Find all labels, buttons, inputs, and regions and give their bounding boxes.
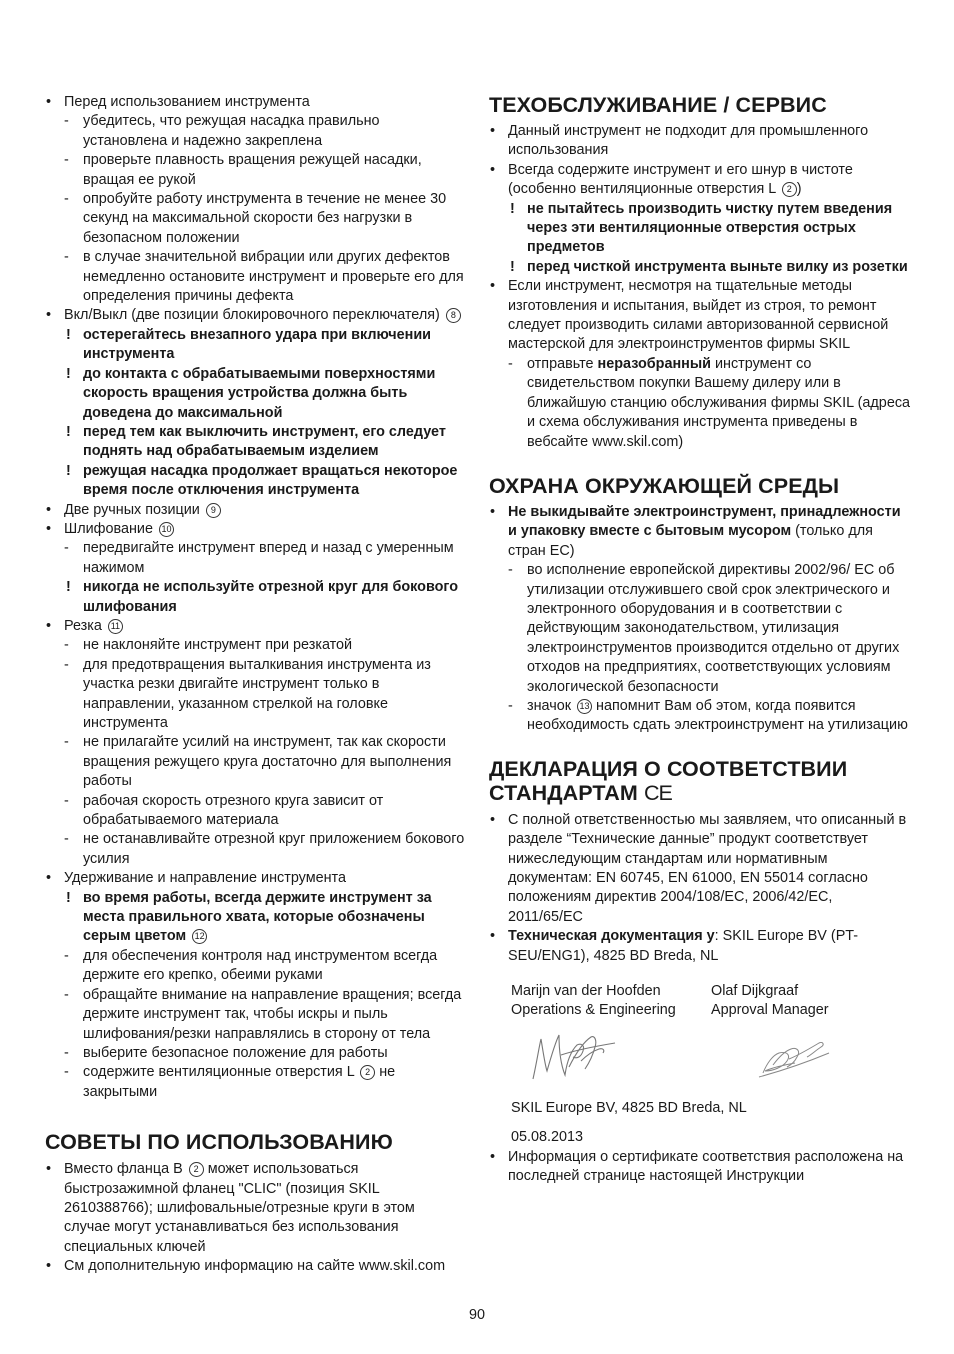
bold-text: Техническая документация у bbox=[508, 928, 715, 945]
tips-list bbox=[45, 1160, 465, 1276]
warning-text: не пытайтесь производить чистку путем введения через эти вентиляционные отверстия острых предметов bbox=[527, 200, 893, 256]
bullet-text: : SKIL Europe BV (PT-SEU/ENG1), 4825 BD Breda, NL bbox=[508, 928, 859, 964]
warning-text: во время работы, всегда держите инструмент за места правильного хвата, которые обозначены серым цветом bbox=[83, 889, 432, 945]
list-item bbox=[45, 617, 465, 636]
bold-text: неразобранный bbox=[597, 355, 711, 372]
reference-number: 13 bbox=[577, 699, 592, 714]
warning-text: никогда не используйте отрезной круг для бокового шлифования bbox=[83, 579, 459, 615]
dash-text: значок bbox=[527, 697, 572, 714]
service-list bbox=[489, 122, 911, 452]
list-item bbox=[45, 947, 465, 986]
warning-item bbox=[489, 258, 911, 277]
warning-text: перед чисткой инструмента выньте вилку из розетки bbox=[527, 258, 908, 275]
list-item bbox=[45, 1063, 465, 1102]
usage-list bbox=[45, 93, 465, 1102]
left-column bbox=[45, 93, 465, 1277]
dash-text: не наклоняйте инструмент при резкатой bbox=[83, 637, 353, 654]
list-item bbox=[45, 792, 465, 831]
list-item bbox=[489, 122, 911, 161]
dash-text: не закрытыми bbox=[83, 1064, 396, 1100]
bullet-text: Вместо фланца B bbox=[64, 1161, 183, 1178]
warning-item bbox=[45, 462, 465, 501]
list-item bbox=[45, 306, 465, 325]
declaration-date: 05.08.2013 bbox=[511, 1129, 584, 1146]
list-item bbox=[45, 986, 465, 1044]
right-column bbox=[489, 93, 911, 1186]
declaration-list bbox=[489, 811, 911, 966]
bullet-text: Перед использованием инструмента bbox=[64, 94, 310, 110]
list-item bbox=[489, 1148, 911, 1187]
bullet-text: (только для стран ЕС) bbox=[508, 523, 873, 559]
dash-text: убедитесь, что режущая насадка правильно установлена и надежно закреплена bbox=[83, 113, 380, 149]
signer-1 bbox=[511, 982, 711, 1021]
reference-number: 9 bbox=[206, 503, 221, 518]
signatures bbox=[511, 1021, 911, 1099]
warning-text: перед тем как выключить инструмент, его следует поднять над обрабатываемым изделием bbox=[83, 423, 446, 460]
dash-text: в случае значительной вибрации или других дефектов немедленно остановите инструмент и проверьте его для определения причины дефекта bbox=[83, 249, 464, 305]
list-item bbox=[489, 503, 911, 561]
dash-text: напомнит Вам об этом, когда появится необходимость сдать электроинструмент на утилизацию bbox=[527, 697, 908, 734]
signer-title: Approval Manager bbox=[711, 1002, 829, 1019]
bullet-text: Данный инструмент не подходит для промышленного использования bbox=[508, 123, 869, 159]
list-item bbox=[45, 190, 465, 248]
dash-text: передвигайте инструмент вперед и назад с умеренным нажимом bbox=[83, 540, 454, 576]
warning-item bbox=[45, 326, 465, 365]
warning-item bbox=[45, 423, 465, 462]
bold-text: Не выкидывайте электроинструмент, принадлежности и упаковку вместе с бытовым мусором bbox=[508, 503, 901, 540]
signer-title: Operations & Engineering bbox=[511, 1002, 676, 1019]
dash-text: обращайте внимание на направление вращения; всегда держите инструмент так, чтобы искры и пыль шлифования/резки направлялись в сторону от тела bbox=[83, 986, 462, 1042]
bullet-text: Если инструмент, несмотря на тщательные методы изготовления и испытания, выйдет из строя, то ремонт следует производить силами авторизованной сервисной мастерской для электроинструментов фирмы SKIL bbox=[508, 278, 889, 353]
reference-number: 8 bbox=[446, 308, 461, 323]
list-item bbox=[489, 355, 911, 452]
bullet-text: ) bbox=[796, 181, 802, 198]
bullet-text: См дополнительную информацию на сайте www.skil.com bbox=[64, 1258, 446, 1275]
certificate-list bbox=[489, 1148, 911, 1187]
list-item bbox=[489, 161, 911, 200]
dash-text: не прилагайте усилий на инструмент, так как скорости вращения режущего круга достаточно для выполнения работы bbox=[83, 734, 452, 790]
warning-item bbox=[45, 365, 465, 423]
list-item bbox=[45, 151, 465, 190]
bullet-text: может использоваться быстрозажимной фланец "CLIC" (позиция SKIL 2610388766); шлифовальные/отрезные круги в этом случае могут устанавливаться без использования специальных ключей bbox=[64, 1161, 415, 1255]
bullet-text: Информация о сертификате соответствия расположена на последней странице настоящей Инструкции bbox=[508, 1148, 904, 1185]
dash-text: проверьте плавность вращения режущей насадки, вращая ее рукой bbox=[83, 152, 422, 188]
warning-text: остерегайтесь внезапного удара при включении инструмента bbox=[83, 326, 432, 363]
bullet-text: Всегда содержите инструмент и его шнур в чистоте (особенно вентиляционные отверстия L bbox=[508, 161, 853, 198]
list-item bbox=[45, 501, 465, 520]
signer-2 bbox=[711, 982, 911, 1021]
section-heading-tips: СОВЕТЫ ПО ИСПОЛЬЗОВАНИЮ bbox=[45, 1130, 393, 1155]
bullet-text: Шлифование bbox=[64, 520, 153, 537]
dash-text: для предотвращения выталкивания инструмента из участка резки двигайте инструмент только в направлении, указанном стрелкой на головке инструмента bbox=[83, 656, 431, 731]
bullet-text: Резка bbox=[64, 617, 102, 634]
reference-number: 2 bbox=[189, 1162, 204, 1177]
list-item bbox=[45, 636, 465, 655]
list-item bbox=[45, 830, 465, 869]
page-number: 90 bbox=[468, 1307, 485, 1323]
section-heading-environment: ОХРАНА ОКРУЖАЮЩЕЙ СРЕДЫ bbox=[489, 473, 840, 498]
warning-item bbox=[45, 578, 465, 617]
signer-name: Olaf Dijkgraaf bbox=[711, 983, 799, 1000]
bullet-text: Удерживание и направление инструмента bbox=[64, 870, 346, 887]
reference-number: 12 bbox=[192, 929, 207, 944]
dash-text: рабочая скорость отрезного круга зависит от обрабатываемого материала bbox=[83, 792, 384, 829]
bullet-text: Две ручных позиции bbox=[64, 501, 200, 518]
list-item bbox=[45, 733, 465, 791]
list-item bbox=[489, 277, 911, 355]
list-item bbox=[45, 93, 465, 112]
reference-number: 2 bbox=[782, 182, 797, 197]
list-item bbox=[45, 869, 465, 888]
list-item bbox=[45, 1257, 465, 1276]
warning-text: до контакта с обрабатываемыми поверхностями скорость вращения устройства должна быть доведена до максимальной bbox=[83, 365, 436, 421]
reference-number: 11 bbox=[108, 619, 123, 634]
signature-icon bbox=[511, 1021, 911, 1099]
list-item bbox=[45, 539, 465, 578]
bullet-text: С полной ответственностью мы заявляем, что описанный в разделе “Технические данные” продукт соответствует нижеследующим стандартам или нормативным документам: EN 60745, EN 61000, EN 55014 согласно положениям директив 2004/108/EC, 2006/42/EC, 2011/65/EC bbox=[508, 811, 907, 925]
list-item bbox=[489, 811, 911, 927]
signer-name: Marijn van der Hoofden bbox=[511, 983, 661, 1000]
reference-number: 10 bbox=[159, 522, 174, 537]
section-heading-declaration bbox=[489, 757, 911, 805]
dash-text: отправьте bbox=[527, 355, 594, 372]
dash-text: для обеспечения контроля над инструментом всегда держите его крепко, обеими руками bbox=[83, 947, 438, 984]
list-item bbox=[489, 697, 911, 736]
company-address: SKIL Europe BV, 4825 BD Breda, NL bbox=[511, 1099, 747, 1116]
list-item bbox=[45, 248, 465, 306]
dash-text: инструмент со свидетельством покупки Вашему дилеру или в ближайшую станцию обслуживания фирмы SKIL (адреса и схема обслуживания инструмента приведены в вебсайте www.skil.com) bbox=[527, 355, 911, 450]
dash-text: содержите вентиляционные отверстия L bbox=[83, 1064, 355, 1081]
heading-line: ДЕКЛАРАЦИЯ О СООТВЕТСТВИИ bbox=[489, 756, 848, 781]
ce-mark-icon: CE bbox=[644, 780, 672, 805]
list-item bbox=[45, 112, 465, 151]
warning-item bbox=[45, 889, 465, 947]
dash-text: не останавливайте отрезной круг приложением бокового усилия bbox=[83, 831, 465, 867]
warning-text: режущая насадка продолжает вращаться некоторое время после отключения инструмента bbox=[83, 462, 458, 499]
list-item bbox=[45, 520, 465, 539]
section-heading-service: ТЕХОБСЛУЖИВАНИЕ / СЕРВИС bbox=[489, 93, 827, 117]
list-item bbox=[45, 1160, 465, 1257]
signers bbox=[489, 982, 911, 1021]
dash-text: во исполнение европейской директивы 2002/96/ ЕС об утилизации отслужившего свой срок электрического и электронного оборудования и в соответствии с действующим законодательством, утилизация электроинструментов производится отдельно от других отходов на предприятиях, соответствующих условиям экологической безопасности bbox=[527, 562, 900, 695]
warning-item bbox=[489, 200, 911, 258]
list-item bbox=[45, 1044, 465, 1063]
bullet-text: Вкл/Выкл (две позиции блокировочного переключателя) bbox=[64, 307, 440, 324]
heading-line: СТАНДАРТАМ bbox=[489, 780, 638, 805]
dash-text: выберите безопасное положение для работы bbox=[83, 1044, 388, 1061]
dash-text: опробуйте работу инструмента в течение не менее 30 секунд на максимальной скорости без нагрузки в безопасном положении bbox=[83, 191, 447, 246]
list-item bbox=[45, 656, 465, 734]
reference-number: 2 bbox=[360, 1065, 375, 1080]
list-item bbox=[489, 561, 911, 697]
environment-list bbox=[489, 503, 911, 736]
list-item bbox=[489, 927, 911, 966]
